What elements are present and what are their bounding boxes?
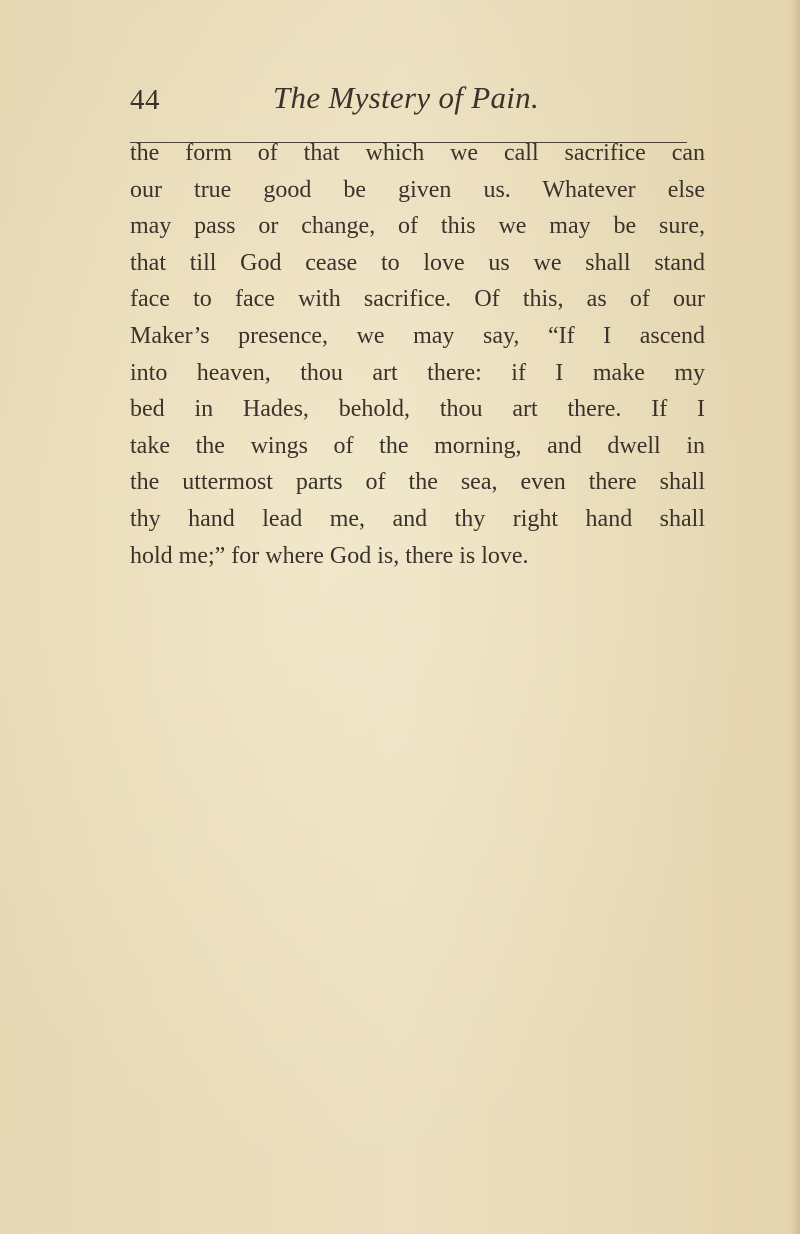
page-number: 44: [130, 84, 160, 116]
text-line: bed in Hades, behold, thou art there. If I: [130, 396, 705, 423]
text-line: take the wings of the morning, and dwell in: [130, 432, 705, 459]
text-line: the form of that which we call sacrifice can: [130, 140, 705, 166]
text-line: that till God cease to love us we shall stand: [130, 249, 705, 276]
running-title: The Mystery of Pain.: [273, 80, 540, 115]
body-paragraph: [130, 135, 705, 574]
text-line: the uttermost parts of the sea, even there shall: [130, 469, 705, 496]
text-line: Maker’s presence, we may say, “If I ascend: [130, 322, 705, 349]
text-line: thy hand lead me, and thy right hand shall: [130, 505, 705, 532]
text-line-last: hold me;” for where God is, there is love.: [130, 542, 529, 569]
running-head: [130, 80, 690, 130]
page-edge-shadow: [790, 0, 800, 1234]
text-line: into heaven, thou art there: if I make my: [130, 359, 705, 386]
text-line: may pass or change, of this we may be sure,: [130, 213, 705, 240]
text-line: our true good be given us. Whatever else: [130, 176, 705, 203]
text-line: face to face with sacrifice. Of this, as of our: [130, 286, 705, 313]
